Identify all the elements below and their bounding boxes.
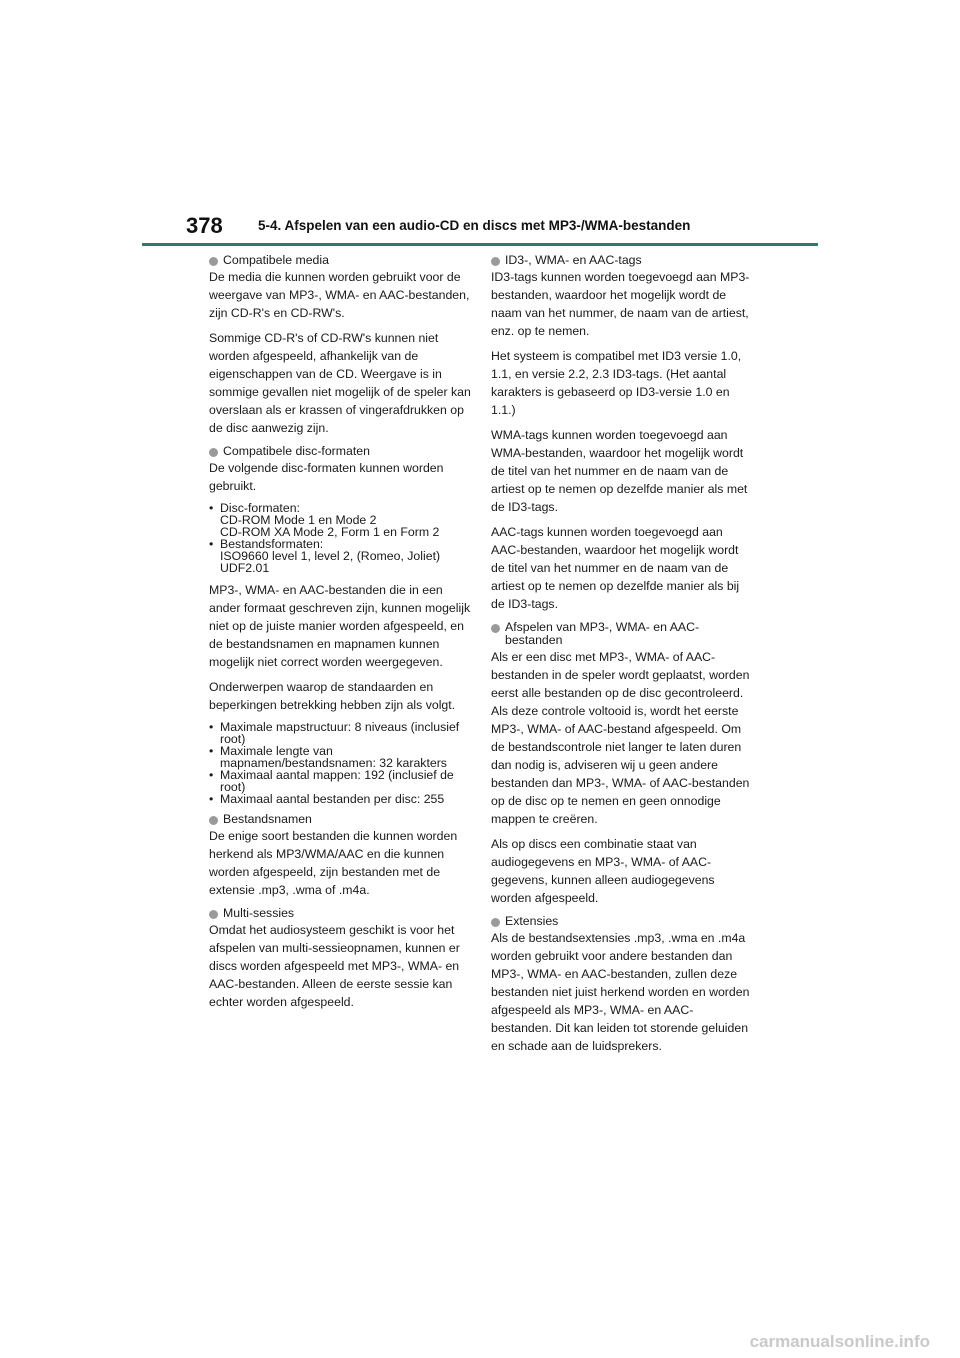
section-heading bbox=[209, 906, 471, 920]
section-heading-text: Extensies bbox=[505, 914, 559, 928]
chapter-title: 5-4. Afspelen van een audio-CD en discs met MP3-/WMA-bestanden bbox=[258, 218, 691, 233]
section-file-names bbox=[209, 812, 471, 899]
section-disc-formats bbox=[209, 444, 471, 805]
list-item: • Maximaal aantal bestanden per disc: 255 bbox=[209, 793, 471, 805]
paragraph: Als er een disc met MP3-, WMA- of AAC-bestanden in de speler wordt geplaatst, worden eerst alle bestanden op de disc gecontroleerd. Als deze controle voltooid is, wordt het eerste MP3-, WMA- of AAC-bestand afgespeeld. Om de bestandscontrole niet langer te laten duren dan nodig is, adviseren wij u geen andere bestanden dan MP3-, WMA- of AAC-bestanden op de disc op te nemen en geen onnodige mappen te creëren. bbox=[491, 650, 750, 826]
list-item-label: • Bestandsformaten: bbox=[220, 537, 324, 551]
paragraph: De media die kunnen worden gebruikt voor de weergave van MP3-, WMA- en AAC-bestanden, zijn CD-R's en CD-RW's. bbox=[209, 270, 470, 320]
section-heading-text: Compatibele disc-formaten bbox=[223, 444, 370, 458]
paragraph: Als de bestandsextensies .mp3, .wma en .m4a worden gebruikt voor andere bestanden dan MP3-, WMA- en AAC-bestanden, zullen deze bestanden niet juist herkend worden en worden afgespeeld als MP3-, WMA- en AAC-bestanden. Dit kan leiden tot storende geluiden en schade aan de luidsprekers. bbox=[491, 931, 750, 1053]
paragraph: Als op discs een combinatie staat van audiogegevens en MP3-, WMA- of AAC-gegevens, kunnen alleen audiogegevens worden afgespeeld. bbox=[491, 837, 715, 905]
bullet-dot-icon bbox=[209, 910, 218, 919]
list-item: • Maximale lengte van mapnamen/bestandsnamen: 32 karakters bbox=[209, 745, 471, 769]
page-number: 378 bbox=[186, 213, 223, 238]
paragraph: Het systeem is compatibel met ID3 versie 1.0, 1.1, en versie 2.2, 2.3 ID3-tags. (Het aantal karakters is gebaseerd op ID3-versie 1.0 en 1.1.) bbox=[491, 349, 742, 417]
section-heading-text: Bestandsnamen bbox=[223, 812, 312, 826]
paragraph: Onderwerpen waarop de standaarden en beperkingen betrekking hebben zijn als volgt. bbox=[209, 680, 456, 712]
section-heading-text: ID3-, WMA- en AAC-tags bbox=[505, 253, 642, 267]
bullet-dot-icon bbox=[209, 448, 218, 457]
section-tags bbox=[491, 253, 753, 613]
right-column bbox=[491, 253, 753, 1062]
section-heading bbox=[491, 253, 753, 267]
list-item-line: CD-ROM Mode 1 en Mode 2 bbox=[220, 513, 377, 527]
list-item bbox=[209, 538, 471, 574]
section-heading bbox=[491, 914, 753, 928]
section-heading-text: Multi-sessies bbox=[223, 906, 295, 920]
paragraph: Omdat het audiosysteem geschikt is voor het afspelen van multi-sessieopnamen, kunnen er discs worden afgespeeld met MP3-, WMA- en AAC-bestanden. Alleen de eerste sessie kan echter worden afgespeeld. bbox=[209, 923, 460, 1009]
section-compatible-media bbox=[209, 253, 471, 437]
section-heading-text: Compatibele media bbox=[223, 253, 329, 267]
paragraph: ID3-tags kunnen worden toegevoegd aan MP3-bestanden, waardoor het mogelijk wordt de naam van het nummer, de naam van de artiest, enz. op te nemen. bbox=[491, 270, 750, 338]
bullet-dot-icon bbox=[209, 257, 218, 266]
bullet-dot-icon bbox=[491, 918, 500, 927]
list-item: • Maximale mapstructuur: 8 niveaus (inclusief root) bbox=[209, 721, 471, 745]
paragraph: AAC-tags kunnen worden toegevoegd aan AAC-bestanden, waardoor het mogelijk wordt de titel van het nummer en de naam van de artiest op te nemen op dezelfde manier als bij de ID3-tags. bbox=[491, 525, 740, 611]
section-multi-sessions bbox=[209, 906, 471, 1011]
list-item-line: ISO9660 level 1, level 2, (Romeo, Joliet) bbox=[220, 549, 441, 563]
section-extensions bbox=[491, 914, 753, 1055]
section-heading-text: Afspelen van MP3-, WMA- en AAC-bestanden bbox=[505, 620, 700, 647]
paragraph: De enige soort bestanden die kunnen worden herkend als MP3/WMA/AAC en die kunnen worden afgespeeld, zijn bestanden met de extensie .mp3, .wma of .m4a. bbox=[209, 829, 458, 897]
bullet-dot-icon bbox=[491, 257, 500, 266]
limits-list bbox=[209, 721, 471, 805]
left-column bbox=[209, 253, 471, 1018]
section-heading bbox=[209, 253, 471, 267]
section-heading bbox=[491, 620, 753, 647]
list-item bbox=[209, 502, 471, 538]
bullet-dot-icon bbox=[491, 624, 500, 633]
watermark-logo: carmanualsonline.info bbox=[749, 1332, 930, 1351]
list-item-label: • Disc-formaten: bbox=[220, 501, 300, 515]
list-item: • Maximaal aantal mappen: 192 (inclusief de root) bbox=[209, 769, 471, 793]
list-item-line: UDF2.01 bbox=[220, 561, 270, 575]
section-heading bbox=[209, 812, 471, 826]
section-heading bbox=[209, 444, 471, 458]
paragraph: De volgende disc-formaten kunnen worden gebruikt. bbox=[209, 461, 444, 493]
paragraph: Sommige CD-R's of CD-RW's kunnen niet worden afgespeeld, afhankelijk van de eigenschappen van de CD. Weergave is in sommige gevallen niet mogelijk of de speler kan overslaan als er krassen of vingerafdrukken op de disc aanwezig zijn. bbox=[209, 331, 471, 435]
paragraph: MP3-, WMA- en AAC-bestanden die in een ander formaat geschreven zijn, kunnen mogelijk niet op de juiste manier worden afgespeeld, en de bestandsnamen en mapnamen kunnen mogelijk niet correct worden weergegeven. bbox=[209, 583, 471, 669]
section-playback bbox=[491, 620, 753, 907]
list-item-line: CD-ROM XA Mode 2, Form 1 en Form 2 bbox=[220, 525, 440, 539]
format-list bbox=[209, 502, 471, 574]
bullet-dot-icon bbox=[209, 816, 218, 825]
page-header bbox=[0, 0, 960, 250]
header-rule bbox=[142, 243, 818, 246]
paragraph: WMA-tags kunnen worden toegevoegd aan WMA-bestanden, waardoor het mogelijk wordt de titel van het nummer en de naam van de artiest op te nemen op dezelfde manier als met de ID3-tags. bbox=[491, 428, 748, 514]
